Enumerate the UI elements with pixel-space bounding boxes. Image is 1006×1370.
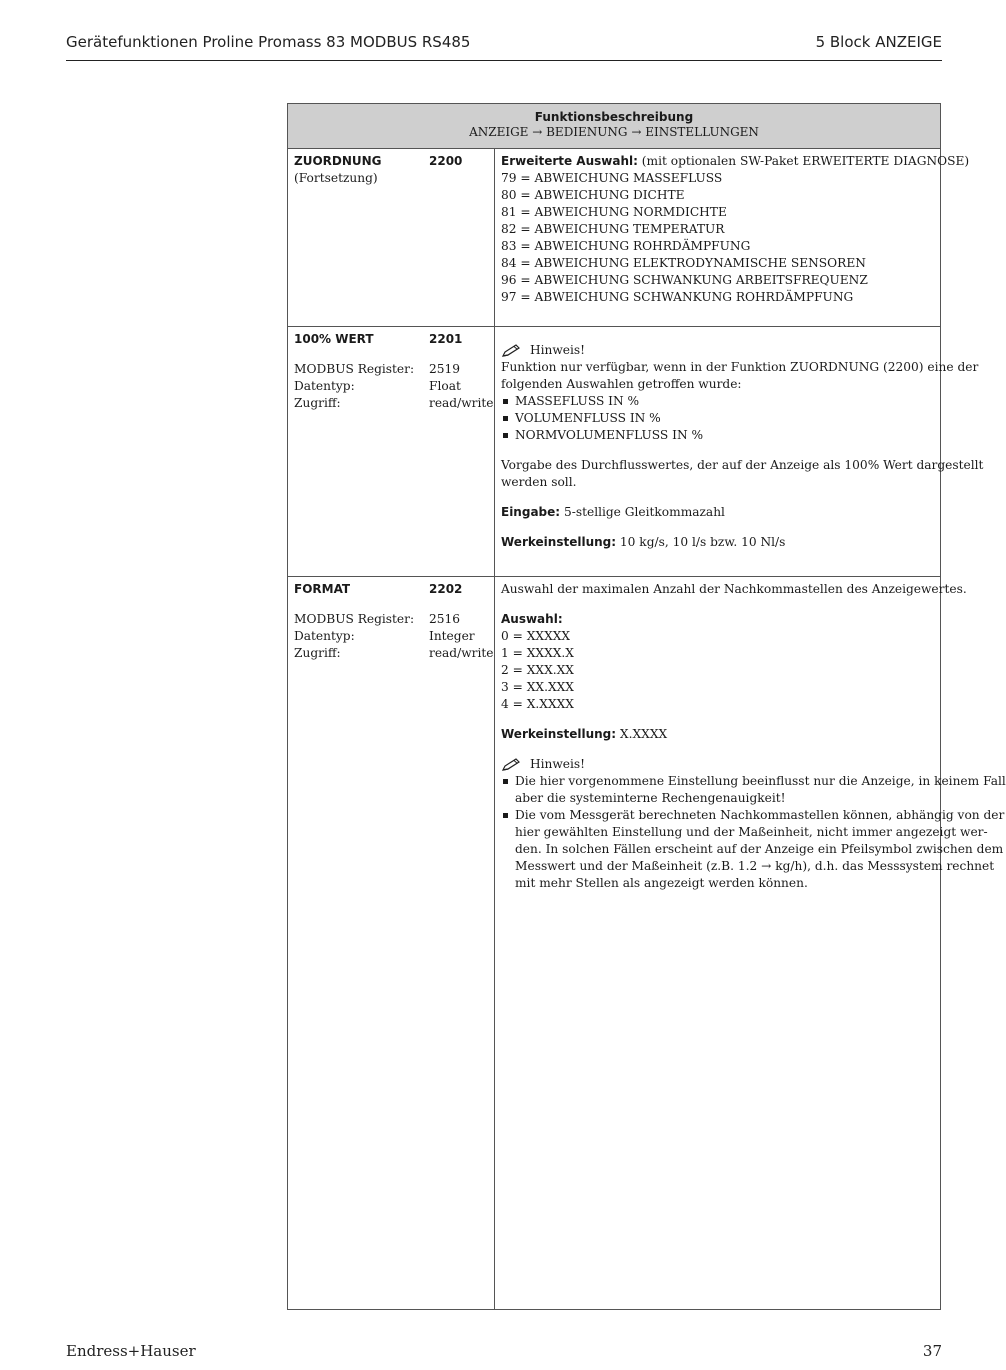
- function-name: 100% WERT: [294, 332, 374, 346]
- option-item: 4 = X.XXXX: [501, 697, 574, 711]
- extended-selection-label: Erweiterte Auswahl:: [501, 154, 638, 168]
- access-mode: Zugriff: read/write: [294, 396, 494, 410]
- hint-text: folgenden Auswahlen getroffen wurde:: [501, 377, 742, 391]
- selection-label: Auswahl:: [501, 612, 563, 626]
- option-item: 1 = XXXX.X: [501, 646, 574, 660]
- option-item: 0 = XXXXX: [501, 629, 571, 643]
- option-item: 2 = XXX.XX: [501, 663, 574, 677]
- page-number: 37: [922, 1342, 942, 1360]
- modbus-register: MODBUS Register: 2516: [294, 612, 461, 626]
- list-item: Die hier vorgenommene Einstellung beeinflusst nur die Anzeige, in keinem Fall aber die systeminterne Rechengenauigkeit!: [501, 773, 936, 807]
- hint-heading: Hinweis!: [501, 756, 936, 773]
- option-item: 83 = ABWEICHUNG ROHRDÄMPFUNG: [501, 239, 751, 253]
- data-type: Datentyp: Integer: [294, 629, 475, 643]
- function-table: [287, 103, 1006, 1310]
- table-row-zuordnung: [288, 148, 970, 327]
- factory-setting: Werkeinstellung: 10 kg/s, 10 l/s bzw. 10 Nl/s: [501, 535, 786, 549]
- option-item: 3 = XX.XXX: [501, 680, 574, 694]
- running-header-section: 5 Block ANZEIGE: [815, 33, 942, 51]
- hint-heading: Hinweis!: [501, 342, 936, 359]
- hint-bullet-list: [501, 393, 936, 444]
- list-item: VOLUMENFLUSS IN %: [501, 410, 936, 427]
- table-header-path: ANZEIGE → BEDIENUNG → EINSTELLUNGEN: [469, 125, 759, 139]
- option-item: 96 = ABWEICHUNG SCHWANKUNG ARBEITSFREQUENZ: [501, 273, 868, 287]
- row-right-cell: [501, 153, 970, 306]
- pencil-icon: [501, 344, 521, 358]
- option-item: 84 = ABWEICHUNG ELEKTRODYNAMISCHE SENSOREN: [501, 256, 866, 270]
- row-right-cell: [501, 342, 984, 551]
- option-item: 82 = ABWEICHUNG TEMPERATUR: [501, 222, 725, 236]
- description-text: Vorgabe des Durchflusswertes, der auf der Anzeige als 100% Wert dargestellt: [501, 458, 984, 472]
- description-text: werden soll.: [501, 475, 577, 489]
- function-code: 2200: [429, 154, 463, 168]
- factory-setting: Werkeinstellung: X.XXXX: [501, 727, 668, 741]
- data-type: Datentyp: Float: [294, 379, 461, 393]
- hint-bullet-list: [501, 773, 1006, 892]
- option-item: 81 = ABWEICHUNG NORMDICHTE: [501, 205, 727, 219]
- table-row-100-wert: [288, 326, 984, 577]
- input-spec: Eingabe: 5-stellige Gleitkommazahl: [501, 505, 725, 519]
- function-code: 2201: [429, 332, 463, 346]
- hint-text: Funktion nur verfügbar, wenn in der Funktion ZUORDNUNG (2200) eine der: [501, 360, 979, 374]
- header-rule: [66, 60, 942, 61]
- list-item: Die vom Messgerät berechneten Nachkommastellen können, abhängig von der hier gewählten Einstellung und der Maßeinheit, nicht immer angezeigt wer- den. In solchen Fällen erscheint auf der Anzeige ein Pfeilsymbol zwischen dem Messwert und der Maßeinheit (z.B. 1.2 → kg/h), d.h. das Messsystem rechnet mit mehr Stellen als angezeigt werden können.: [501, 807, 936, 892]
- extended-selection-note: (mit optionalen SW-Paket ERWEITERTE DIAGNOSE): [637, 154, 970, 168]
- modbus-register: MODBUS Register: 2519: [294, 362, 461, 376]
- option-item: 97 = ABWEICHUNG SCHWANKUNG ROHRDÄMPFUNG: [501, 290, 854, 304]
- function-name: FORMAT: [294, 582, 351, 596]
- footer-brand: Endress+Hauser: [66, 1342, 196, 1360]
- description-text: Auswahl der maximalen Anzahl der Nachkommastellen des Anzeigewertes.: [501, 582, 967, 596]
- table-header: [288, 104, 940, 149]
- list-item: NORMVOLUMENFLUSS IN %: [501, 427, 936, 444]
- row-right-cell: [501, 581, 1006, 892]
- list-item: MASSEFLUSS IN %: [501, 393, 936, 410]
- function-name: ZUORDNUNG: [294, 154, 382, 168]
- option-item: 79 = ABWEICHUNG MASSEFLUSS: [501, 171, 723, 185]
- continuation-note: (Fortsetzung): [294, 171, 378, 185]
- table-header-title: Funktionsbeschreibung: [534, 110, 694, 124]
- running-header-title: Gerätefunktionen Proline Promass 83 MODBUS RS485: [66, 33, 471, 51]
- access-mode: Zugriff: read/write: [294, 646, 494, 660]
- pencil-icon: [501, 758, 521, 772]
- option-item: 80 = ABWEICHUNG DICHTE: [501, 188, 685, 202]
- function-code: 2202: [429, 582, 463, 596]
- table-row-format: [288, 576, 1006, 1309]
